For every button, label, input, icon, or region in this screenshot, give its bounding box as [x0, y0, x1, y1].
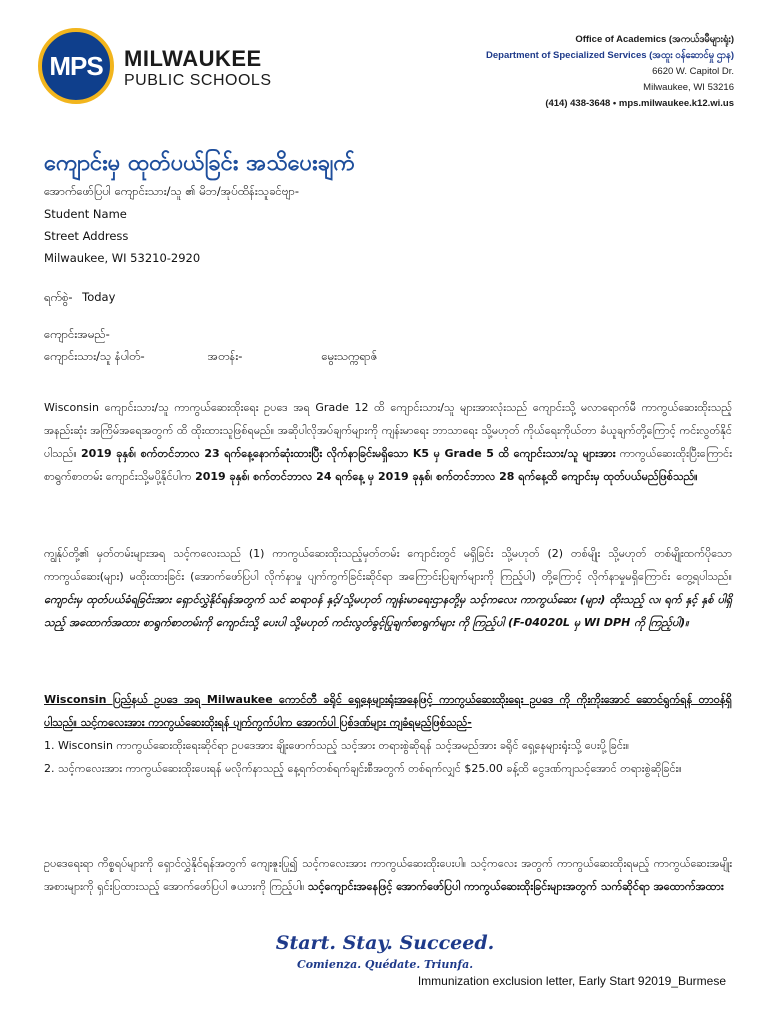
date-value: Today	[82, 290, 116, 304]
p3-item-1: 1. Wisconsin ကာကွယ်ဆေးထိုးရေးဆိုင်ရာ ဥပဒေအား ချိုးဖောက်သည့် သင့်အား တရားစွဲဆိုရန် သင့်အမည်အား ခရိုင် ရှေ့နေများရုံးသို့ ပေးပို့ခြင်း။	[44, 739, 630, 752]
p3-text-a: Wisconsin ပြည်နယ် ဥပဒေ အရ Milwaukee ကောင်တီ ခရိုင် ရှေ့နေများရုံးအနေဖြင့် ကာကွယ်ဆေးထိုးရေး ဥပဒေ ကို ကိုးကိုးအောင် ဆောင်ရွက်ရန် တာဝန်ရှိပါသည်။ သင့်ကလေးအား ကာကွယ်ဆေးထိုးရန် ပျက်ကွက်ပါက အောက်ပါ ပြစ်ဒဏ်များ ကျခံရမည်ဖြစ်သည်-	[44, 693, 732, 729]
p4-text-a: ဥပဒေရေးရာ ကိစ္စရပ်များကို ရှောင်လွှဲနိုင်ရန်အတွက် ကျေးဇူးပြု၍ သင့်ကလေးအား ကာကွယ်ဆေးထိုးပေးပါ။ သင့်ကလေး အတွက် ကာကွယ်ဆေးထိုးရမည့် ကာကွယ်ဆေးအမျိုးအစားများကို ရှင်းပြထားသည့် အောက်ဖော်ပြပါ ဇယားကို ကြည့်ပါ။	[44, 857, 732, 893]
footer-slogan: Start. Stay. Succeed.	[275, 932, 495, 954]
document-id: Immunization exclusion letter, Early Start 92019_Burmese	[417, 974, 726, 988]
letterhead-address	[486, 32, 734, 112]
logo-mark-text: MPS	[49, 50, 103, 81]
p1-text-c: ကာကွယ်ဆေးထိုးပြီးကြောင်း စာရွက်စာတမ်း ကျောင်းသို့မပို့နိုင်ပါက	[44, 447, 733, 483]
paragraph-1	[44, 396, 732, 488]
paragraph-2	[44, 542, 732, 634]
department-name: Department of Specialized Services (အထူး ဝန်ဆောင်မှု ဌာန)	[486, 50, 734, 61]
letter-title: ကျောင်းမှ ထုတ်ပယ်ခြင်း အသိပေးချက်	[44, 151, 356, 176]
school-label: ကျောင်းအမည်-	[44, 327, 110, 341]
student-city: Milwaukee, WI 53210-2920	[44, 251, 201, 265]
student-number-label: ကျောင်းသား/သူ နံပါတ်-	[44, 349, 145, 363]
contact-line: (414) 438-3648 • mps.milwaukee.k12.wi.us	[545, 98, 734, 109]
footer-slogan-es: Comienza. Quédate. Triunfa.	[296, 958, 474, 971]
p1-text-b: 2019 ခုနှစ်၊ စက်တင်ဘာလ 23 ရက်နေ့နောက်ဆုံးထားပြီး လိုက်နာခြင်းမရှိသော K5 မှ Grade 5 ထိ ကျောင်းသား/သူ များအား	[81, 447, 616, 460]
p2-text-a: ကျွန်ုပ်တို့၏ မှတ်တမ်းများအရ သင့်ကလေးသည် (1) ကာကွယ်ဆေးထိုးသည့်မှတ်တမ်း ကျောင်းတွင် မရှိခြင်း သို့မဟုတ် (2) တစ်မျိုး သို့မဟုတ် တစ်မျိုးထက်ပိုသော ကာကွယ်ဆေး(များ) မထိုးထားခြင်း (အောက်ဖော်ပြပါ လိုက်နာမှု ပျက်ကွက်ခြင်းဆိုင်ရာ အကြောင်းပြချက်များကို ကြည့်ပါ) တို့ကြောင့် လိုက်နာမှုမရှိကြောင်း တွေ့ရပါသည်။	[44, 547, 732, 583]
greeting: အောက်ဖော်ပြပါ ကျောင်းသား/သူ ၏ မိဘ/အုပ်ထိန်းသူခင်ဗျာ-	[44, 184, 300, 198]
p2-text-b: ကျောင်းမှ ထုတ်ပယ်ခံရခြင်းအား ရှောင်လွှဲနိုင်ရန်အတွက် သင် ဆရာဝန် နှင့်/သို့မဟုတ် ကျန်းမာရေးဌာနတို့မှ သင့်ကလေး ကာကွယ်ဆေး (များ) ထိုးသည့် လ၊ ရက် နှင့် နှစ် ပါရှိသည့် အထောက်အထား စာရွက်စာတမ်းကို ကျောင်းသို့ ပေးပါ သို့မဟုတ် ကင်းလွတ်ခွင့်ပြုချက်စာရွက်များ ကို ကြည့်ပါ (F-04020L မှ WI DPH ကို ကြည့်ပါ)။	[44, 593, 732, 629]
city-address: Milwaukee, WI 53216	[643, 82, 734, 93]
street-address: 6620 W. Capitol Dr.	[652, 66, 734, 77]
birthdate-label: မွေးသက္ကရာဇ်	[321, 349, 378, 363]
p3-item-2: 2. သင့်ကလေးအား ကာကွယ်ဆေးထိုးပေးရန် မလိုက်နာသည့် နေ့ရက်တစ်ရက်ချင်းစီအတွက် တစ်ရက်လျှင် $25.00 ခန့်ထိ ငွေဒဏ်ကျသင့်အောင် တရားစွဲဆိုခြင်း။	[44, 762, 682, 775]
paragraph-3	[44, 688, 732, 780]
office-name: Office of Academics (အကယ်ဒမီများရုံး)	[575, 34, 734, 45]
paragraph-4	[44, 852, 732, 898]
logo-subtitle: PUBLIC SCHOOLS	[124, 72, 272, 89]
p1-text-a: Wisconsin ကျောင်းသား/သူ ကာကွယ်ဆေးထိုးရေး ဥပဒေ အရ Grade 12 ထိ ကျောင်းသား/သူ များအားလုံးသည် ကျောင်းသို့ မလာရောက်မီ ကာကွယ်ဆေးထိုးသည့် အနည်းဆုံး အကြိမ်အရေအတွက် ထိ ထိုးထားသူဖြစ်ရမည်။ အဆိုပါလိုအပ်ချက်များကို ကျန်းမာရေး ဘာသာရေး သို့မဟုတ် ကိုယ်ရေးကိုယ်တာ ခံယူချက်တို့ကြောင့် ကင်းလွတ်နိုင် ပါသည်။	[44, 401, 732, 460]
mps-logo	[38, 28, 278, 110]
student-street: Street Address	[44, 229, 129, 243]
logo-name: MILWAUKEE	[124, 46, 262, 71]
date-label: ရက်စွဲ-	[44, 290, 73, 304]
mps-logo-mark	[38, 28, 114, 104]
p1-text-d: 2019 ခုနှစ်၊ စက်တင်ဘာလ 24 ရက်နေ့ မှ 2019 ခုနှစ်၊ စက်တင်ဘာလ 28 ရက်နေ့ထိ ကျောင်းမှ ထုတ်ပယ်မည်ဖြစ်သည်။	[195, 470, 698, 483]
date-row	[44, 290, 115, 307]
grade-label: အတန်း-	[207, 349, 243, 363]
student-info-row	[44, 349, 378, 366]
student-name: Student Name	[44, 207, 127, 221]
p4-text-b: သင့်ကျောင်းအနေဖြင့် အောက်ဖော်ပြပါ ကာကွယ်ဆေးထိုးခြင်းများအတွက် သက်ဆိုင်ရာ အထောက်အထား	[307, 880, 724, 893]
